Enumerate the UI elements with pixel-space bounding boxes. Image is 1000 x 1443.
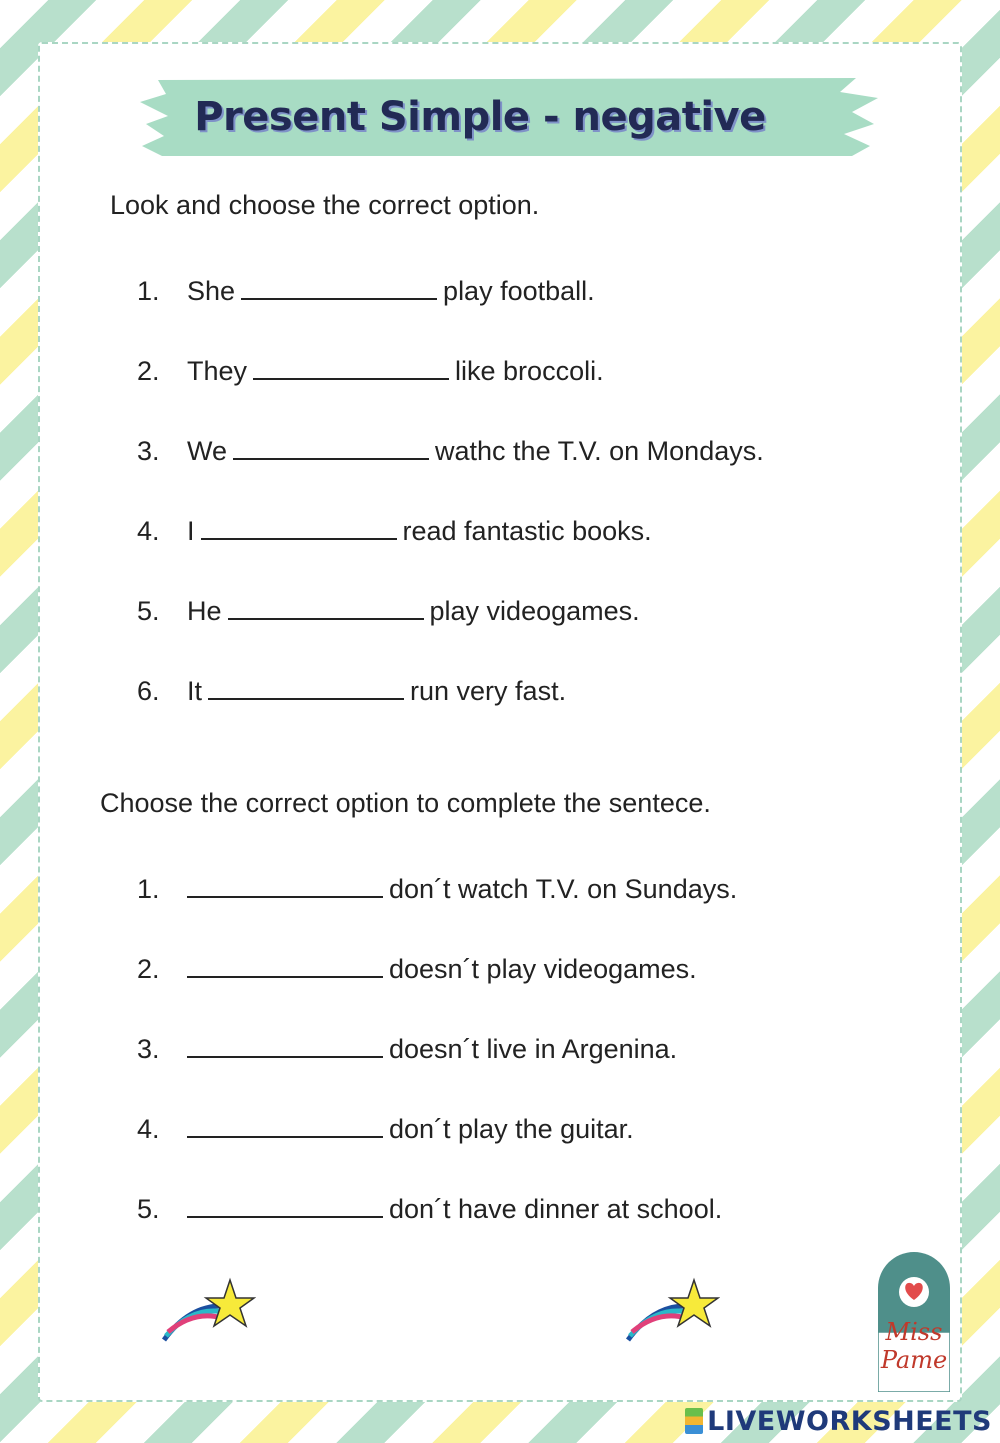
- item-rest: read fantastic books.: [402, 516, 652, 546]
- item-subject: They: [187, 356, 248, 386]
- answer-blank[interactable]: [253, 356, 449, 380]
- item-number: 5.: [137, 596, 160, 626]
- item-sentence: [187, 1109, 634, 1149]
- item-rest: like broccoli.: [455, 356, 604, 386]
- exercise-item: [0, 869, 900, 909]
- exercise-item: [0, 511, 900, 551]
- item-sentence: [187, 1189, 722, 1229]
- item-sentence: [187, 671, 566, 711]
- exercise-item: [0, 1189, 900, 1229]
- title-banner: [140, 76, 880, 158]
- item-subject: It: [187, 676, 203, 706]
- exercise-item: [0, 1109, 900, 1149]
- item-rest: doesn´t play videogames.: [389, 954, 697, 984]
- item-rest: play football.: [443, 276, 595, 306]
- item-number: 1.: [137, 276, 160, 306]
- item-sentence: [187, 351, 604, 391]
- liveworksheets-logo[interactable]: [685, 1404, 992, 1440]
- answer-blank[interactable]: [208, 676, 404, 700]
- section1-instruction: Look and choose the correct option.: [110, 190, 540, 220]
- answer-blank[interactable]: [233, 436, 429, 460]
- item-rest: don´t have dinner at school.: [389, 1194, 723, 1224]
- item-number: 3.: [137, 436, 160, 466]
- item-number: 3.: [137, 1034, 160, 1064]
- item-subject: We: [187, 436, 228, 466]
- item-rest: don´t play the guitar.: [389, 1114, 634, 1144]
- item-sentence: [187, 591, 640, 631]
- page-title: Present Simple - negative: [194, 94, 766, 140]
- item-rest: don´t watch T.V. on Sundays.: [389, 874, 738, 904]
- answer-blank[interactable]: [187, 954, 383, 978]
- item-number: 6.: [137, 676, 160, 706]
- heart-icon: [899, 1277, 929, 1307]
- answer-blank[interactable]: [201, 516, 397, 540]
- item-subject: He: [187, 596, 222, 626]
- exercise-item: [0, 949, 900, 989]
- item-rest: wathc the T.V. on Mondays.: [435, 436, 764, 466]
- exercise-item: [0, 671, 900, 711]
- answer-blank[interactable]: [187, 874, 383, 898]
- answer-blank[interactable]: [187, 1034, 383, 1058]
- section2-instruction: Choose the correct option to complete the sentece.: [100, 788, 711, 818]
- exercise-item: [0, 271, 900, 311]
- item-number: 1.: [137, 874, 160, 904]
- shooting-star-icon: [624, 1276, 720, 1344]
- answer-blank[interactable]: [187, 1114, 383, 1138]
- item-subject: She: [187, 276, 236, 306]
- item-sentence: [187, 511, 652, 551]
- item-rest: doesn´t live in Argenina.: [389, 1034, 678, 1064]
- item-sentence: [187, 271, 595, 311]
- answer-blank[interactable]: [241, 276, 437, 300]
- item-number: 2.: [137, 356, 160, 386]
- item-number: 2.: [137, 954, 160, 984]
- item-sentence: [187, 869, 737, 909]
- item-number: 4.: [137, 516, 160, 546]
- exercise-item: [0, 431, 900, 471]
- liveworksheets-logo-icon: [685, 1408, 703, 1434]
- answer-blank[interactable]: [187, 1194, 383, 1218]
- item-subject: I: [187, 516, 195, 546]
- badge-signature: [878, 1318, 950, 1374]
- exercise-item: [0, 1029, 900, 1069]
- liveworksheets-logo-text: LIVEWORKSHEETS: [707, 1406, 992, 1437]
- badge-line1: Miss: [885, 1318, 943, 1346]
- item-number: 4.: [137, 1114, 160, 1144]
- item-rest: play videogames.: [429, 596, 640, 626]
- item-rest: run very fast.: [410, 676, 567, 706]
- shooting-star-icon: [160, 1276, 256, 1344]
- item-sentence: [187, 949, 697, 989]
- item-sentence: [187, 1029, 677, 1069]
- answer-blank[interactable]: [228, 596, 424, 620]
- exercise-item: [0, 591, 900, 631]
- exercise-item: [0, 351, 900, 391]
- item-sentence: [187, 431, 764, 471]
- item-number: 5.: [137, 1194, 160, 1224]
- badge-line2: Pame: [880, 1346, 948, 1374]
